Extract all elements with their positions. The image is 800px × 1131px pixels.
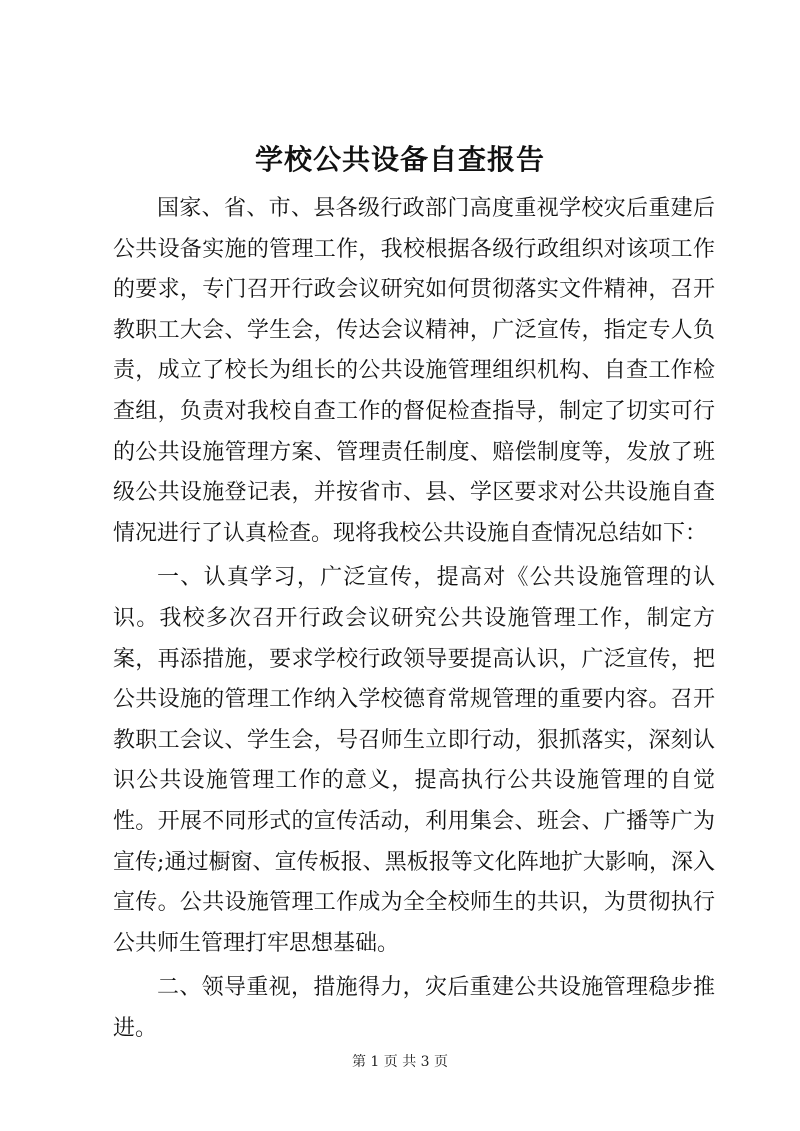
document-title: 学校公共设备自查报告	[254, 143, 545, 176]
paragraph-intro: 国家、省、市、县各级行政部门高度重视学校灾后重建后公共设备实施的管理工作，我校根据各级行政组织对该项工作的要求，专门召开行政会议研究如何贯彻落实文件精神，召开教职工大会、学生会，传达会议精神，广泛宣传，指定专人负责，成立了校长为组长的公共设施管理组织机构、自查工作检查组，负责对我校自查工作的督促检查指导，制定了切实可行的公共设施管理方案、管理责任制度、赔偿制度等，发放了班级公共设施登记表，并按省市、县、学区要求对公共设施自查情况进行了认真检查。现将我校公共设施自查情况总结如下：	[113, 196, 715, 546]
page-footer: 第 1 页 共 3 页	[351, 1054, 449, 1070]
document-body	[113, 189, 715, 1049]
paragraph-section-2: 二、领导重视，措施得力，灾后重建公共设施管理稳步推进。	[113, 975, 715, 1041]
paragraph-section-1: 一、认真学习，广泛宣传，提高对《公共设施管理的认识。我校多次召开行政会议研究公共设施管理工作，制定方案，再添措施，要求学校行政领导要提高认识，广泛宣传，把公共设施的管理工作纳入学校德育常规管理的重要内容。召开教职工会议、学生会，号召师生立即行动，狠抓落实，深刻认识公共设施管理工作的意义，提高执行公共设施管理的自觉性。开展不同形式的宣传活动，利用集会、班会、广播等广为宣传;通过橱窗、宣传板报、黑板报等文化阵地扩大影响，深入宣传。公共设施管理工作成为全全校师生的共识，为贯彻执行公共师生管理打牢思想基础。	[113, 565, 715, 956]
